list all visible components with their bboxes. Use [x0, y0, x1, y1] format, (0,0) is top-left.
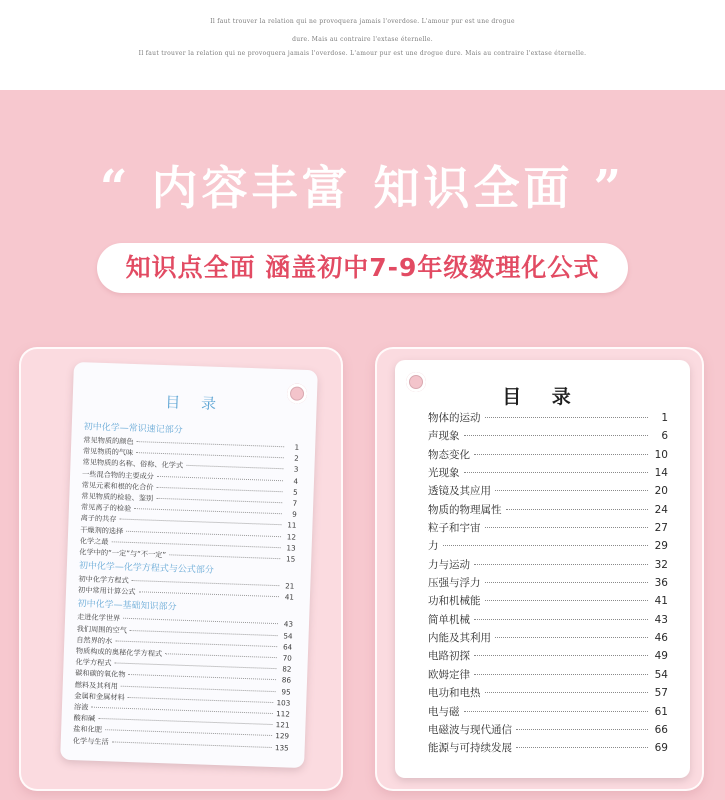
entry-page-number: 20 — [654, 485, 668, 498]
entry-page-number: 9 — [292, 509, 297, 519]
entry-page-number: 10 — [654, 448, 668, 461]
entry-title: 光现象 — [428, 467, 460, 480]
dotted-leader — [169, 554, 280, 559]
contents-entry — [428, 464, 668, 482]
entry-title: 碳和碳的氧化物 — [75, 668, 126, 680]
card-title: 目 录 — [164, 393, 225, 414]
entry-title: 我们周围的空气 — [76, 623, 128, 635]
contents-entry — [428, 427, 668, 445]
headline — [0, 152, 725, 218]
dotted-leader — [516, 747, 648, 748]
entry-title: 初中常用计算公式 — [77, 585, 136, 597]
contents-entry — [428, 629, 668, 647]
dotted-leader — [128, 674, 276, 680]
dotted-leader — [506, 509, 649, 510]
decorative-text-line: Il faut trouver la relation qui ne provoquera jamais l'overdose. L'amour pur est une drogue dure. Mais au contraire l'extase éternelle. — [138, 50, 587, 57]
dotted-leader — [130, 630, 278, 636]
entry-page-number: 4 — [293, 476, 299, 486]
contents-entry — [428, 684, 668, 702]
contents-entry — [428, 501, 668, 519]
entry-title: 电功和电热 — [428, 687, 481, 700]
entry-page-number: 129 — [275, 731, 290, 741]
entry-title: 酸和碱 — [73, 713, 96, 723]
entry-title: 燃料及其利用 — [74, 679, 119, 691]
entry-page-number: 6 — [661, 430, 668, 443]
contents-entry — [428, 446, 668, 464]
dotted-leader — [474, 619, 648, 620]
decorative-text-line: Il faut trouver la relation qui ne provoquera jamais l'overdose. L'amour pur est une drogue — [210, 18, 515, 25]
entry-page-number: 43 — [283, 619, 294, 630]
entry-page-number: 66 — [654, 723, 668, 736]
physics-contents-card — [395, 360, 690, 778]
dotted-leader — [126, 530, 281, 536]
dotted-leader — [136, 452, 284, 458]
contents-entry — [428, 537, 668, 555]
entry-title: 一些混合物的主要成分 — [81, 468, 155, 481]
entry-page-number: 21 — [285, 581, 295, 591]
dotted-leader — [485, 527, 649, 528]
entry-page-number: 41 — [284, 592, 295, 602]
dotted-leader — [186, 465, 283, 469]
open-quote: “ — [99, 160, 132, 216]
contents-entry — [428, 409, 668, 427]
entry-title: 自然界的水 — [76, 634, 113, 646]
entry-title: 欧姆定律 — [428, 668, 470, 681]
dotted-leader — [464, 472, 649, 473]
entry-title: 初中化学方程式 — [78, 574, 129, 585]
entry-page-number: 103 — [276, 697, 291, 708]
dotted-leader — [485, 417, 649, 418]
dotted-leader — [156, 498, 282, 503]
entry-page-number: 32 — [654, 558, 668, 571]
entry-page-number: 54 — [283, 630, 293, 641]
dotted-leader — [115, 640, 277, 647]
entry-title: 电路初探 — [428, 650, 470, 663]
contents-entry — [428, 703, 668, 721]
dotted-leader — [495, 490, 648, 491]
entry-title: 常见物质的检验、鉴别 — [81, 491, 154, 503]
contents-list — [73, 418, 300, 753]
dotted-leader — [485, 600, 649, 601]
entry-title: 常见物质的颜色 — [83, 435, 134, 446]
dotted-leader — [443, 545, 649, 546]
entry-title: 化学之最 — [79, 535, 109, 546]
contents-entry — [428, 739, 668, 757]
entry-title: 简单机械 — [428, 613, 470, 626]
entry-page-number: 2 — [294, 453, 299, 463]
entry-title: 物态变化 — [428, 448, 470, 461]
entry-page-number: 1 — [661, 412, 668, 424]
contents-entry — [428, 574, 668, 592]
dotted-leader — [157, 487, 283, 492]
entry-title: 化学与生活 — [72, 735, 109, 746]
entry-page-number: 82 — [282, 664, 292, 674]
dotted-leader — [157, 475, 283, 480]
contents-entry — [428, 482, 668, 500]
dotted-leader — [495, 637, 648, 638]
entry-page-number: 11 — [287, 520, 297, 531]
entry-title: 常见元素和根的化合价 — [81, 479, 154, 492]
entry-page-number: 64 — [282, 642, 293, 652]
close-quote: ” — [593, 160, 626, 216]
entry-page-number: 13 — [286, 543, 296, 553]
entry-page-number: 29 — [654, 540, 668, 553]
entry-title: 化学中的“一定”与“不一定” — [79, 547, 167, 560]
entry-title: 盐和化肥 — [73, 724, 103, 735]
entry-title: 干燥剂的选择 — [80, 524, 124, 536]
entry-page-number: 5 — [292, 487, 298, 497]
contents-entry — [428, 721, 668, 739]
entry-title: 物质的物理属性 — [428, 503, 502, 516]
dotted-leader — [139, 592, 279, 598]
dotted-leader — [98, 718, 273, 725]
entry-title: 压强与浮力 — [428, 577, 481, 590]
dotted-leader — [485, 692, 649, 693]
dotted-leader — [112, 741, 272, 748]
contents-entry — [428, 611, 668, 629]
dotted-leader — [165, 653, 277, 658]
entry-title: 溶液 — [73, 702, 89, 712]
dotted-leader — [464, 435, 649, 436]
contents-entry — [428, 666, 668, 684]
entry-page-number: 121 — [275, 720, 290, 730]
top-band — [0, 0, 725, 90]
entry-page-number: 15 — [285, 554, 296, 564]
entry-page-number: 1 — [294, 442, 300, 452]
dotted-leader — [474, 454, 648, 455]
entry-title: 物质构成的奥秘化学方程式 — [75, 646, 163, 659]
dotted-leader — [128, 697, 274, 703]
entry-page-number: 112 — [275, 709, 291, 719]
contents-entry — [428, 519, 668, 537]
entry-title: 透镜及其应用 — [428, 485, 491, 498]
dotted-leader — [112, 541, 281, 548]
entry-title: 电与磁 — [428, 705, 460, 718]
entry-title: 离子的共存 — [80, 513, 117, 524]
entry-page-number: 70 — [282, 653, 292, 663]
subheadline-pill — [97, 243, 628, 293]
dotted-leader — [474, 674, 648, 675]
headline-part-1: 内容丰富 — [151, 161, 352, 215]
entry-title: 能源与可持续发展 — [428, 742, 512, 755]
dotted-leader — [516, 729, 648, 730]
dotted-leader — [464, 711, 649, 712]
entry-page-number: 7 — [292, 498, 298, 508]
entry-page-number: 61 — [654, 705, 668, 718]
decorative-text-line: dure. Mais au contraire l'extase éternelle. — [292, 36, 433, 43]
dotted-leader — [137, 441, 285, 447]
contents-entry — [428, 592, 668, 610]
entry-page-number: 69 — [654, 742, 668, 755]
entry-page-number: 24 — [654, 503, 668, 516]
entry-page-number: 14 — [654, 467, 668, 480]
subheadline-text: 知识点全面 涵盖初中7-9年级数理化公式 — [125, 253, 600, 282]
entry-title: 粒子和宇宙 — [428, 522, 481, 535]
entry-title: 功和机械能 — [428, 595, 481, 608]
entry-title: 物体的运动 — [428, 412, 481, 424]
dotted-leader — [105, 729, 272, 736]
entry-title: 内能及其利用 — [428, 632, 491, 645]
chemistry-contents-card — [60, 362, 318, 768]
entry-page-number: 95 — [281, 686, 291, 697]
contents-entry — [428, 647, 668, 665]
entry-title: 走进化学世界 — [76, 612, 121, 624]
contents-list — [428, 409, 668, 758]
dotted-leader — [474, 655, 648, 656]
entry-page-number: 43 — [654, 613, 668, 626]
entry-page-number: 12 — [286, 531, 297, 542]
dotted-leader — [114, 663, 276, 670]
entry-page-number: 46 — [654, 632, 668, 645]
entry-title: 常见物质的名称、俗称、化学式 — [82, 457, 184, 471]
entry-title: 力与运动 — [428, 558, 470, 571]
dotted-leader — [474, 564, 648, 565]
entry-page-number: 49 — [654, 650, 668, 663]
entry-title: 力 — [428, 540, 439, 553]
entry-page-number: 27 — [654, 522, 668, 535]
entry-page-number: 86 — [281, 675, 292, 686]
entry-page-number: 3 — [293, 464, 299, 475]
section-heading: 初中化学—基础知识部分 — [77, 599, 177, 614]
entry-page-number: 36 — [654, 577, 668, 590]
entry-page-number: 135 — [274, 742, 289, 753]
entry-title: 金属和金属材料 — [74, 690, 125, 702]
card-title: 目 录 — [502, 386, 583, 408]
dotted-leader — [134, 508, 282, 514]
entry-title: 电磁波与现代通信 — [428, 723, 512, 736]
section-heading: 初中化学—常识速记部分 — [83, 422, 183, 436]
section-heading: 初中化学—化学方程式与公式部分 — [78, 561, 214, 576]
entry-page-number: 57 — [654, 687, 668, 700]
entry-page-number: 54 — [654, 668, 668, 681]
dotted-leader — [485, 582, 649, 583]
dotted-leader — [132, 580, 280, 586]
entry-title: 化学方程式 — [75, 657, 112, 668]
dotted-leader — [121, 685, 276, 691]
entry-title: 常见物质的气味 — [82, 446, 134, 458]
dotted-leader — [119, 519, 281, 526]
contents-entry — [428, 556, 668, 574]
headline-part-2: 知识全面 — [373, 161, 574, 215]
entry-page-number: 41 — [654, 595, 668, 608]
dotted-leader — [123, 618, 278, 624]
entry-title: 声现象 — [428, 430, 460, 443]
entry-title: 常见离子的检验 — [80, 502, 132, 514]
